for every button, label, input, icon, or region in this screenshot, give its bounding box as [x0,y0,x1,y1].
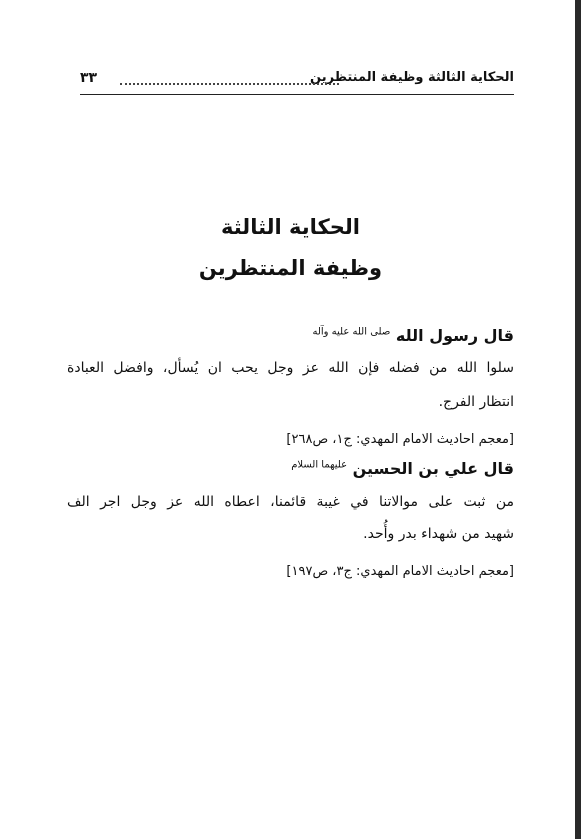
chapter-subtitle: وظيفة المنتظرين [198,256,383,280]
speaker-name: قال علي بن الحسين [352,459,514,478]
hadith-line: سلوا الله من فضله فإن الله عز وجل يحب ان يُسأل، وافضل العبادة [67,360,514,376]
header-leader-dots [120,83,339,85]
citation: [معجم احاديث الامام المهدي: ج٣، ص١٩٧] [286,564,514,579]
speaker-heading-2 [291,459,514,478]
hadith-line: من ثبت على موالاتنا في غيبة قائمنا، اعطاه الله عز وجل اجر الف [67,494,514,510]
hadith-line: انتظار الفرج. [438,394,514,410]
running-header [80,70,514,95]
speaker-heading-1 [312,326,514,345]
honorific-mark: عليهما السلام [291,459,348,471]
page-number: ٣٣ [80,70,98,86]
header-title: الحكاية الثالثة وظيفة المنتظرين [310,70,514,85]
hadith-line: شهيد من شهداء بدر وأُحد. [363,526,514,542]
honorific-mark: صلى الله عليه وآله [312,326,391,338]
citation: [معجم احاديث الامام المهدي: ج١، ص٢٦٨] [286,432,514,447]
speaker-name: قال رسول الله [395,326,514,345]
chapter-title: الحكاية الثالثة [221,215,360,239]
page-edge [575,0,581,839]
